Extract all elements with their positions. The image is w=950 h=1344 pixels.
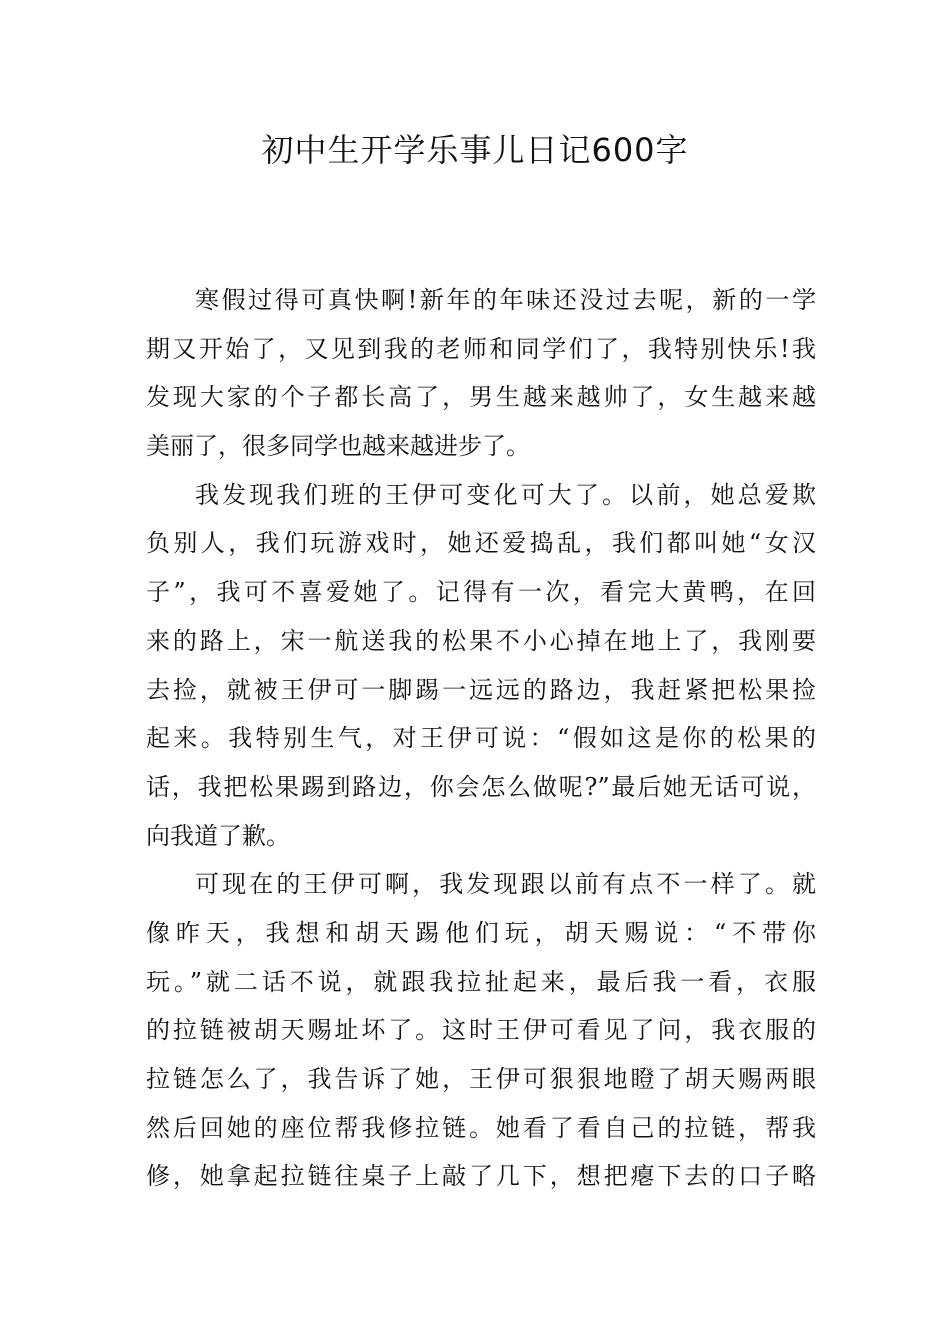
text-line: 向我道了歉。 <box>146 821 290 850</box>
text-line: 拉链怎么了，我告诉了她，王伊可狠狠地瞪了胡天赐两眼 <box>146 1065 816 1093</box>
text-line: 像昨天，我想和胡天踢他们玩，胡天赐说：“不带你 <box>146 918 816 947</box>
text-line: 去捡，就被王伊可一脚踢一远远的路边，我赶紧把松果捡 <box>146 675 816 704</box>
document-body <box>146 276 816 1201</box>
text-line: 子”，我可不喜爱她了。记得有一次，看完大黄鸭，在回 <box>146 578 816 607</box>
text-line: 话，我把松果踢到路边，你会怎么做呢?”最后她无话可说， <box>146 772 816 801</box>
text-line: 修，她拿起拉链往桌子上敲了几下，想把瘪下去的口子略 <box>146 1162 816 1191</box>
paragraph-first-line: 可现在的王伊可啊，我发现跟以前有点不一样了。就 <box>195 870 816 899</box>
text-line: 然后回她的座位帮我修拉链。她看了看自己的拉链，帮我 <box>146 1113 816 1142</box>
paragraph-first-line: 我发现我们班的王伊可变化可大了。以前，她总爱欺 <box>195 480 816 509</box>
text-line: 期又开始了，又见到我的老师和同学们了，我特别快乐!我 <box>146 334 816 363</box>
document-title: 初中生开学乐事儿日记600字 <box>261 131 689 169</box>
text-line: 美丽了，很多同学也越来越进步了。 <box>146 432 530 461</box>
text-line: 的拉链被胡天赐址坏了。这时王伊可看见了问，我衣服的 <box>146 1016 816 1045</box>
paragraph-first-line: 寒假过得可真快啊!新年的年味还没过去呢，新的一学 <box>195 286 816 314</box>
text-line: 起来。我特别生气，对王伊可说：“假如这是你的松果的 <box>146 724 816 753</box>
text-line: 来的路上，宋一航送我的松果不小心掉在地上了，我刚要 <box>146 626 816 655</box>
text-line: 负别人，我们玩游戏时，她还爱捣乱，我们都叫她“女汉 <box>146 529 816 558</box>
text-line: 玩。”就二话不说，就跟我拉扯起来，最后我一看，衣服 <box>146 967 816 996</box>
text-line: 发现大家的个子都长高了，男生越来越帅了，女生越来越 <box>146 383 816 412</box>
